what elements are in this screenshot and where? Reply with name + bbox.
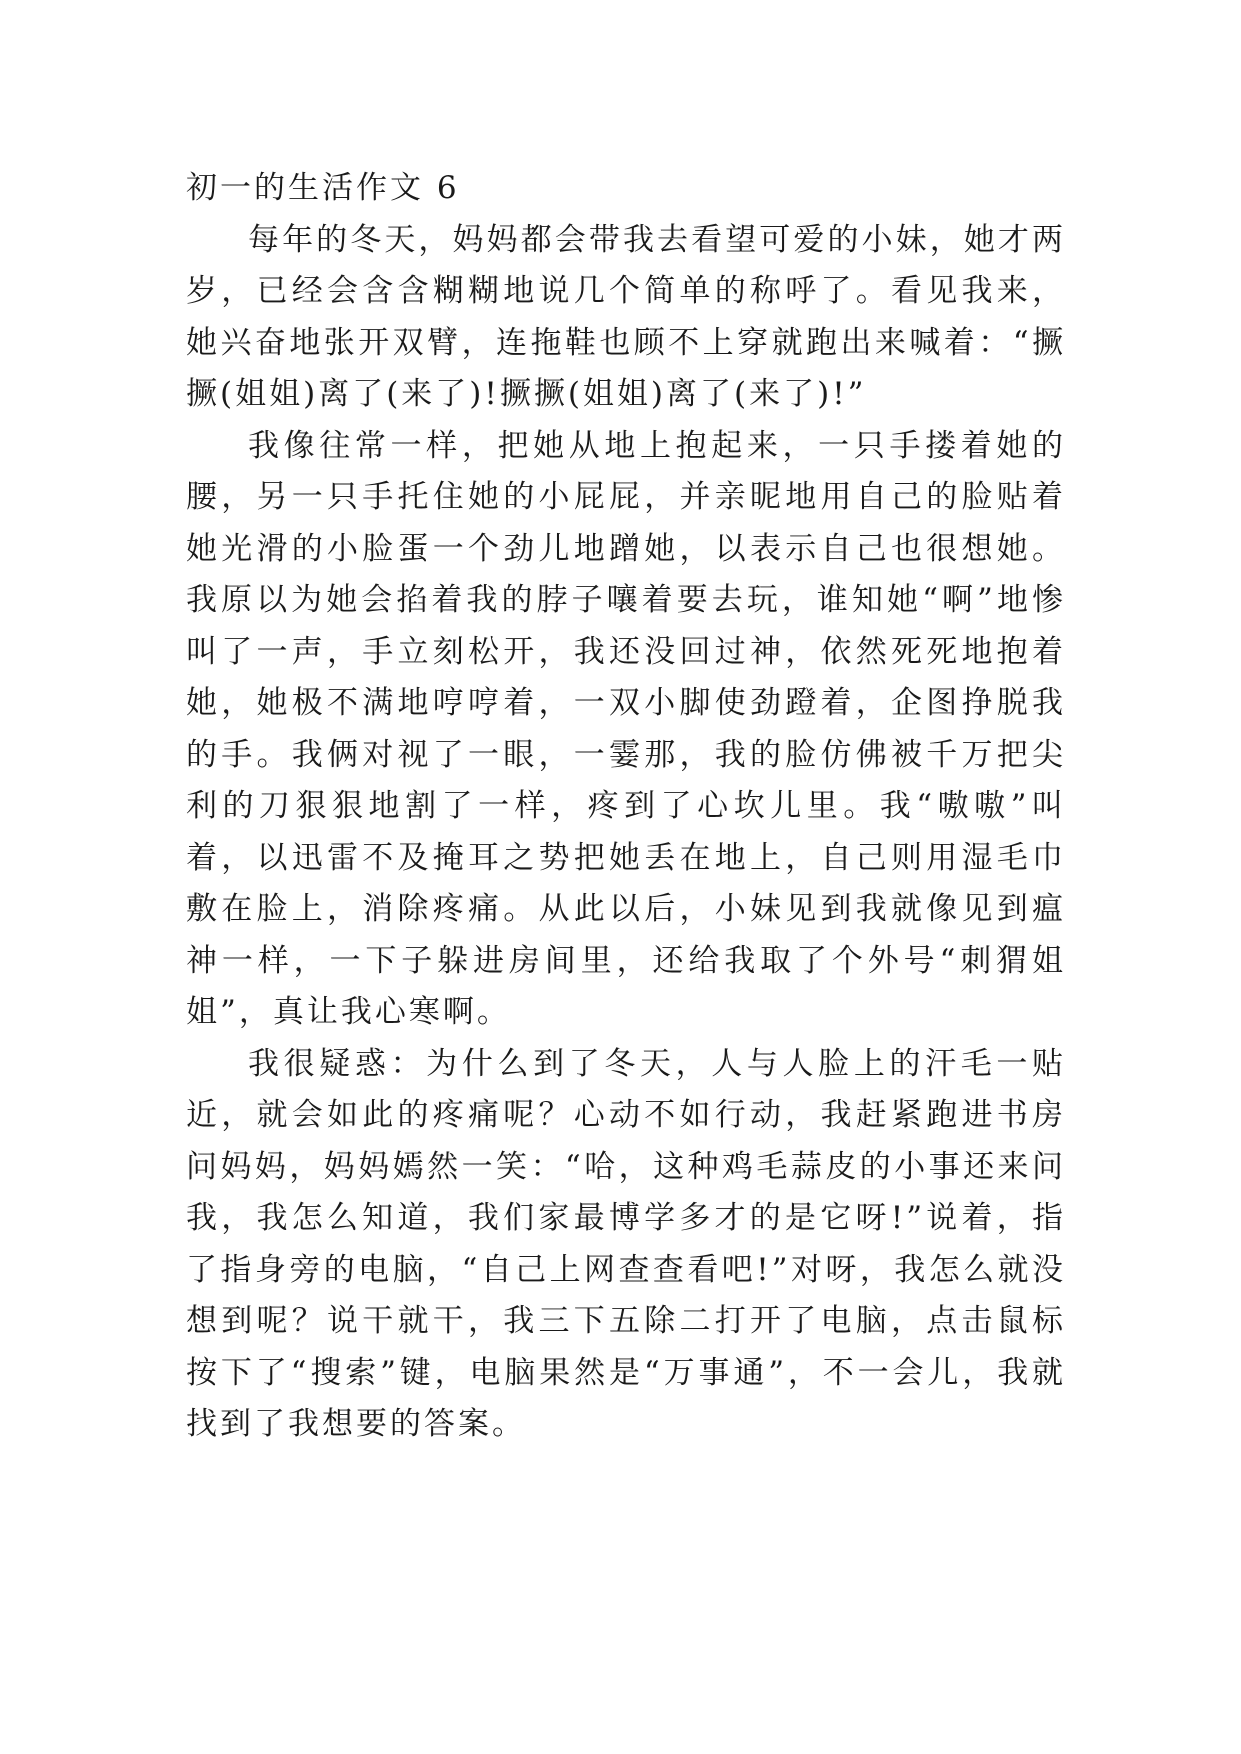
document-body bbox=[186, 163, 1066, 1451]
paragraph-2: 我像往常一样，把她从地上抱起来，一只手搂着她的腰，另一只手托住她的小屁屁，并亲昵地用自己的脸贴着她光滑的小脸蛋一个劲儿地蹭她，以表示自己也很想她。我原以为她会掐着我的脖子嚷着要去玩，谁知她“啊”地惨叫了一声，手立刻松开，我还没回过神，依然死死地抱着她，她极不满地哼哼着，一双小脚使劲蹬着，企图挣脱我的手。我俩对视了一眼，一霎那，我的脸仿佛被千万把尖利的刀狠狠地割了一样，疼到了心坎儿里。我“嗷嗷”叫着，以迅雷不及掩耳之势把她丢在地上，自己则用湿毛巾敷在脸上，消除疼痛。从此以后，小妹见到我就像见到瘟神一样，一下子躲进房间里，还给我取了个外号“刺猬姐姐”，真让我心寒啊。 bbox=[186, 427, 1066, 1030]
document-title: 初一的生活作文 6 bbox=[186, 170, 460, 206]
paragraph-1: 每年的冬天，妈妈都会带我去看望可爱的小妹，她才两岁，已经会含含糊糊地说几个简单的称呼了。看见我来，她兴奋地张开双臂，连拖鞋也顾不上穿就跑出来喊着：“撅撅(姐姐)离了(来了)!撅撅(姐姐)离了(来了)!” bbox=[186, 221, 1066, 412]
paragraph-3: 我很疑惑：为什么到了冬天，人与人脸上的汗毛一贴近，就会如此的疼痛呢？心动不如行动，我赶紧跑进书房问妈妈，妈妈嫣然一笑：“哈，这种鸡毛蒜皮的小事还来问我，我怎么知道，我们家最博学多才的是它呀!”说着，指了指身旁的电脑，“自己上网查查看吧!”对呀，我怎么就没想到呢？说干就干，我三下五除二打开了电脑，点击鼠标按下了“搜索”键，电脑果然是“万事通”，不一会儿，我就找到了我想要的答案。 bbox=[186, 1045, 1066, 1442]
